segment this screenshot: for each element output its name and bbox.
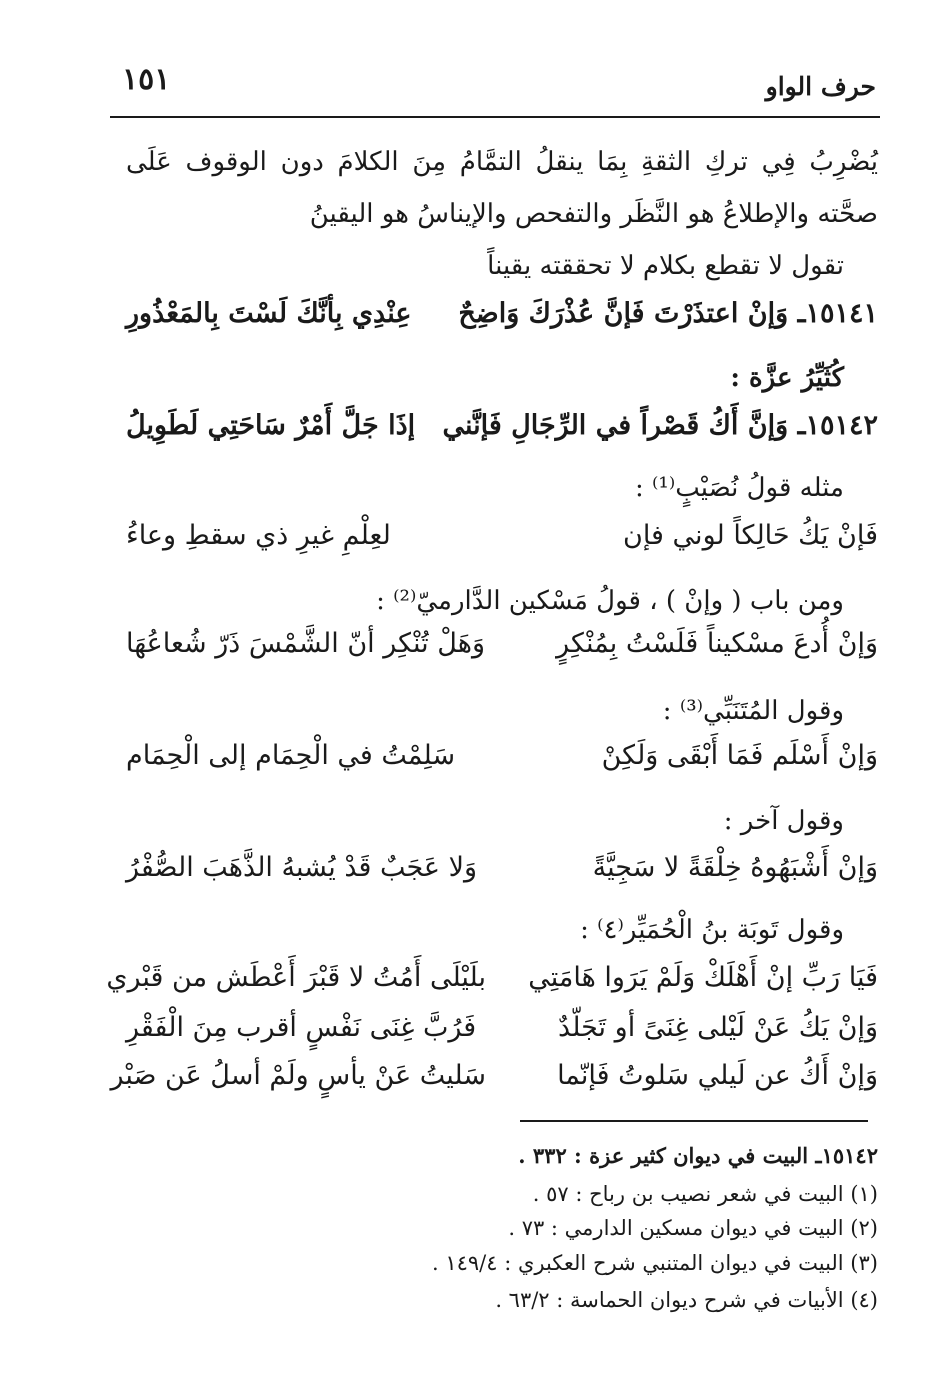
verse-1542 (126, 410, 878, 470)
verse-other-second-hemistich: وَلا عَجَبٌ قَدْ يُشبهُ الذَّهَبَ الصُّفْرُ (126, 852, 478, 883)
paragraph-explanation: يُضْرِبُ فِي تركِ الثقةِ بِمَا ينقلُ التمَّامُ مِنَ الكلامَ دون الوقوف عَلَى صحَّته والإطلاعُ هو النَّظَر والتفحص والإيناسُ هو اليقينُ (126, 147, 878, 229)
verse-tawba-2-first-hemistich: وَإنْ يَكُ عَنْ لَيْلى غِنَىً أو تَجَلّدٌ (558, 1012, 878, 1043)
verse-miskin (126, 628, 878, 688)
footnote-3: (٣) البيت في ديوان المتنبي شرح العكبري : ١٤٩/٤ . (431, 1251, 878, 1275)
verse-tawba-3-first-hemistich: وَإنْ أَكُ عن لَيلي سَلوتُ فَإنّما (557, 1060, 878, 1091)
verse-mutanabbi-first-hemistich: وَإنْ أَسْلَم فَمَا أَبْقَى وَلَكِنْ (601, 740, 878, 771)
verse-1541 (126, 298, 878, 358)
verse-1542-second-hemistich: إذَا جَلَّ أَمْرٌ سَاحَتِي لَطَوِيلُ (126, 410, 416, 441)
verse-1542-first-hemistich: ١٥١٤٢ـ وَإنَّ أَكُ قَصْراً في الرِّجَالِ فَإنَّني (442, 410, 878, 441)
verse-number: ١٥١٤١ـ (797, 298, 878, 329)
verse-nusayb-first-hemistich: فَإنْ يَكُ حَالِكاً لوني فإن (623, 520, 878, 551)
footnote-1: (١) البيت في شعر نصيب بن رباح : ٥٧ . (532, 1182, 878, 1206)
running-header-title: حرف الواو (765, 72, 876, 101)
header-divider (110, 116, 880, 118)
footnote-2: (٢) البيت في ديوان مسكين الدارمي : ٧٣ . (508, 1216, 878, 1240)
label-miskin: ومن باب ( وإنْ ) ، قولُ مَسْكين الدَّارميّ⁽²⁾ : (376, 586, 844, 616)
verse-miskin-second-hemistich: وَهَلْ تُنْكِر أنّ الشَّمْسَ ذَرّ شُعاعُهَا (126, 628, 486, 659)
verse-tawba-3-second-hemistich: سَليتُ عَنْ يأسٍ ولَمْ أسلُ عَن صَبْر (110, 1060, 486, 1091)
verse-tawba-3 (110, 1060, 878, 1120)
footnote-1542: ١٥١٤٢ـ البيت في ديوان كثير عزة : ٣٣٢ . (518, 1143, 878, 1168)
verse-tawba-1-second-hemistich: بلَيْلَى أَمُتُ لا قَبْرَ أَعْطَش من قَبْري (106, 962, 486, 993)
footnote-4: (٤) الأبيات في شرح ديوان الحماسة : ٦٣/٢ . (495, 1288, 878, 1312)
verse-other (126, 852, 878, 912)
verse-1541-second-hemistich: عِنْدِي بِأنَّكَ لَسْتَ بِالمَعْذُورِ (126, 298, 412, 329)
poet-label-kuthayyir: كُثَيِّرُ عزَّة : (730, 363, 844, 393)
label-tawba: وقول تَوبَة بنُ الْحُمَيِّر⁽٤⁾ : (580, 915, 844, 945)
paragraph-saying: تقول لا تقطع بكلام لا تحققته يقيناً (487, 251, 844, 281)
label-mutanabbi: وقول المُتَنَبِّي⁽³⁾ : (662, 696, 844, 726)
footnote-divider (520, 1120, 868, 1122)
verse-nusayb-second-hemistich: لعِلْمِ غيرِ ذي سقطِ وعاءُ (126, 520, 391, 551)
verse-mutanabbi-second-hemistich: سَلِمْتُ في الْحِمَام إلى الْحِمَام (126, 740, 456, 771)
page-number: ١٥١ (122, 62, 171, 97)
label-nusayb: مثله قولُ نُصَيْبٍ⁽¹⁾ : (634, 473, 844, 503)
verse-miskin-first-hemistich: وَإنْ أُدعَ مسْكيناً فَلَسْتُ بِمُنْكِرٍ (556, 628, 878, 659)
verse-tawba-1-first-hemistich: فَيَا رَبِّ إنْ أَهْلَكْ وَلَمْ يَرَوا هَامَتِي (528, 962, 878, 993)
verse-number: ١٥١٤٢ـ (797, 410, 878, 441)
label-other: وقول آخر : (723, 806, 844, 836)
verse-1541-first-hemistich: ١٥١٤١ـ وَإنْ اعتذَرْتَ فَإنَّ عُذْرَكَ وَاضِحٌ (458, 298, 878, 329)
verse-nusayb (126, 520, 878, 580)
verse-mutanabbi (126, 740, 878, 800)
verse-other-first-hemistich: وَإنْ أَشْبَهُوهُ خِلْقَةً لا سَجِيَّةً (592, 852, 878, 883)
verse-tawba-2-second-hemistich: فَرُبَّ غِنَى نَفْسٍ أقرب مِنَ الْفَقْرِ (126, 1012, 477, 1043)
